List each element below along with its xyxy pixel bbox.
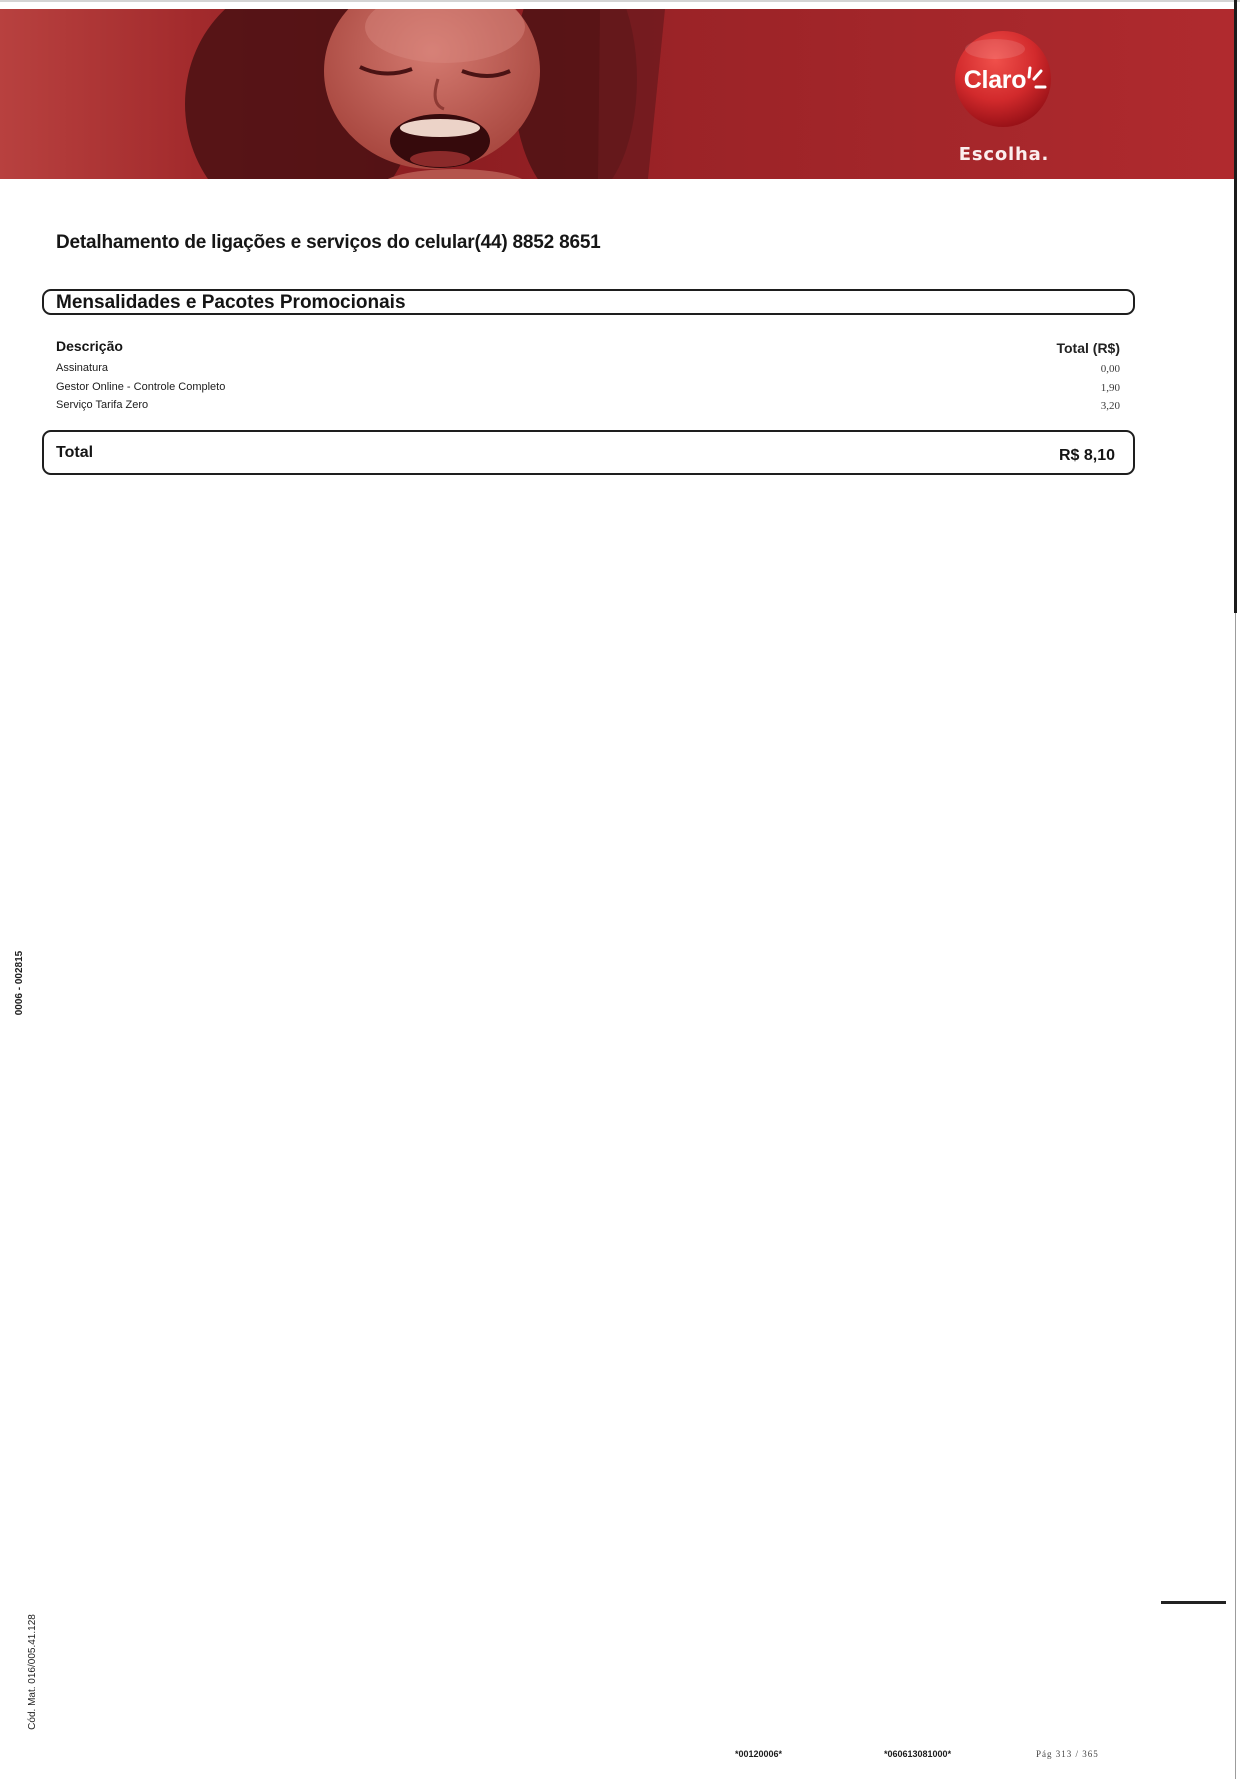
claro-logo-text: Claro — [963, 66, 1027, 94]
margin-material-code: Cód. Mat. 016/005.41.128 — [27, 1614, 38, 1730]
row-description: Gestor Online - Controle Completo — [56, 381, 226, 393]
column-header-total: Total (R$) — [1056, 340, 1120, 356]
page-title: Detalhamento de ligações e serviços do celular(44) 8852 8651 — [56, 232, 601, 253]
row-total: 1,90 — [1100, 382, 1120, 394]
row-total: 3,20 — [1100, 400, 1120, 412]
scan-right-edge-faint — [1235, 613, 1236, 1779]
page-number: Pág 313 / 365 — [1036, 1749, 1099, 1759]
footer-code-1: *00120006* — [735, 1749, 783, 1759]
footer-code-2: *060613081000* — [884, 1749, 952, 1759]
total-label: Total — [56, 444, 94, 461]
total-box — [42, 430, 1135, 475]
row-description: Serviço Tarifa Zero — [56, 399, 149, 411]
scan-top-edge — [0, 0, 1240, 2]
row-total: 0,00 — [1100, 363, 1120, 375]
scan-right-edge — [1234, 0, 1237, 613]
slogan: Escolha. — [958, 144, 1050, 165]
total-value: R$ 8,10 — [1058, 447, 1115, 464]
page-side-mark — [1161, 1601, 1226, 1604]
row-description: Assinatura — [56, 362, 108, 374]
column-header-description: Descrição — [56, 338, 123, 354]
margin-sequence-code: 0006 - 002815 — [14, 950, 25, 1016]
section-title: Mensalidades e Pacotes Promocionais — [56, 292, 406, 313]
